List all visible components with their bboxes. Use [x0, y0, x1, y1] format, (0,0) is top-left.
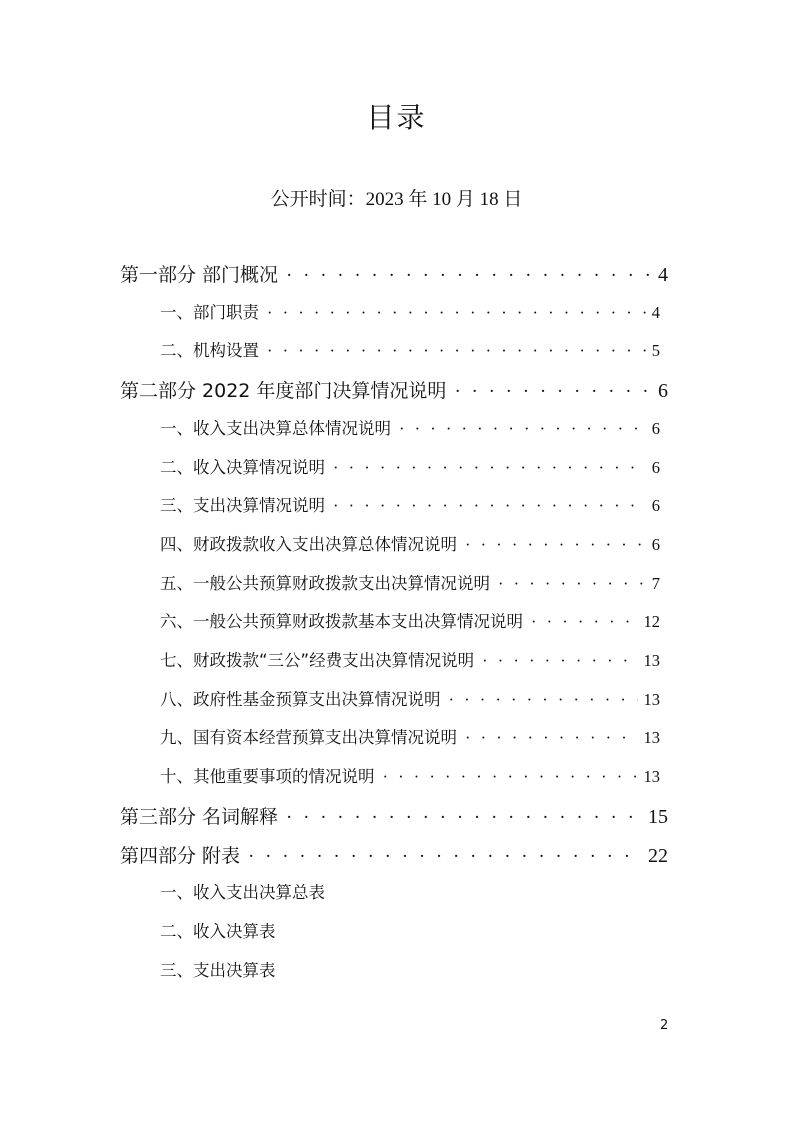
- toc-entry-label: 一、收入支出决算总表: [160, 883, 325, 903]
- dot-leader: [465, 535, 646, 555]
- toc-section-entry[interactable]: [120, 802, 668, 832]
- toc-subsection-entry[interactable]: [160, 879, 660, 909]
- toc-subsection-entry[interactable]: [160, 763, 660, 793]
- publish-date: 公开时间：2023 年 10 月 18 日: [270, 189, 523, 210]
- dot-leader: [333, 458, 646, 478]
- toc-entry-label: 六、一般公共预算财政拨款基本支出决算情况说明: [160, 612, 523, 632]
- dot-leader: [482, 651, 637, 671]
- toc-entry-page: 7: [651, 573, 660, 593]
- toc-entry-label: 九、国有资本经营预算支出决算情况说明: [160, 728, 457, 748]
- toc-subsection-entry[interactable]: [160, 686, 660, 716]
- toc-entry-page: 4: [658, 264, 668, 286]
- toc-subsection-entry[interactable]: [160, 957, 660, 987]
- toc-subsection-entry[interactable]: [160, 337, 660, 367]
- dot-leader: [399, 419, 646, 439]
- toc-entry-label: 第二部分 2022 年度部门决算情况说明: [120, 380, 447, 403]
- toc-entry-label: 七、财政拨款“三公”经费支出决算情况说明: [160, 651, 475, 670]
- toc-subsection-entry[interactable]: [160, 608, 660, 638]
- dot-leader: [465, 728, 638, 748]
- toc-subsection-entry[interactable]: [160, 415, 660, 445]
- toc-entry-label: 二、机构设置: [160, 341, 259, 361]
- toc-entry-page: 6: [651, 457, 660, 477]
- toc-entry-page: 4: [651, 302, 660, 322]
- dot-leader: [383, 767, 638, 787]
- toc-entry-page: 12: [643, 612, 660, 632]
- toc-entry-page: 13: [643, 651, 660, 670]
- dot-leader: [267, 303, 646, 323]
- toc-section-entry[interactable]: [120, 260, 668, 290]
- toc-entry-page: 6: [651, 496, 660, 516]
- toc-subsection-entry[interactable]: [160, 492, 660, 522]
- dot-leader: [248, 846, 642, 868]
- toc-subsection-entry[interactable]: [160, 724, 660, 754]
- toc-entry-label: 三、支出决算情况说明: [160, 496, 325, 516]
- toc-entry-page: 6: [651, 418, 660, 438]
- dot-leader: [267, 341, 646, 361]
- toc-subsection-entry[interactable]: [160, 647, 660, 677]
- toc-entry-label: 三、支出决算表: [160, 960, 276, 980]
- toc-subsection-entry[interactable]: [160, 531, 660, 561]
- toc-subsection-entry[interactable]: [160, 299, 660, 329]
- dot-leader: [531, 612, 638, 632]
- toc-section-entry[interactable]: [120, 841, 668, 871]
- dot-leader: [286, 265, 652, 287]
- toc-entry-page: 13: [643, 767, 660, 787]
- toc-entry-label: 第四部分 附表: [120, 844, 241, 867]
- dot-leader: [333, 496, 646, 516]
- dot-leader: [286, 807, 642, 829]
- toc-entry-label: 第三部分 名词解释: [120, 805, 279, 828]
- toc-entry-label: 第一部分 部门概况: [120, 264, 279, 286]
- toc-section-entry[interactable]: [120, 376, 668, 406]
- toc-entry-label: 五、一般公共预算财政拨款支出决算情况说明: [160, 573, 490, 593]
- toc-title: 目录: [366, 101, 427, 134]
- toc-entry-label: 十、其他重要事项的情况说明: [160, 767, 375, 787]
- toc-entry-label: 四、财政拨款收入支出决算总体情况说明: [160, 534, 457, 554]
- toc-entry-label: 八、政府性基金预算支出决算情况说明: [160, 689, 441, 709]
- toc-entry-page: 22: [648, 844, 668, 867]
- dot-leader: [449, 690, 638, 710]
- toc-entry-label: 一、部门职责: [160, 302, 259, 322]
- toc-subsection-entry[interactable]: [160, 454, 660, 484]
- toc-subsection-entry[interactable]: [160, 918, 660, 948]
- page-number: 2: [660, 1018, 669, 1033]
- toc-entry-page: 13: [643, 689, 660, 709]
- toc-entry-page: 5: [651, 341, 660, 361]
- toc-entry-page: 15: [648, 805, 668, 828]
- toc-entry-label: 二、收入决算表: [160, 921, 276, 941]
- toc-entry-page: 6: [651, 534, 660, 554]
- dot-leader: [454, 381, 652, 403]
- dot-leader: [498, 574, 646, 594]
- toc-entry-page: 6: [658, 380, 668, 403]
- toc-entry-label: 一、收入支出决算总体情况说明: [160, 418, 391, 438]
- toc-subsection-entry[interactable]: [160, 570, 660, 600]
- toc-entry-label: 二、收入决算情况说明: [160, 457, 325, 477]
- toc-entry-page: 13: [643, 728, 660, 748]
